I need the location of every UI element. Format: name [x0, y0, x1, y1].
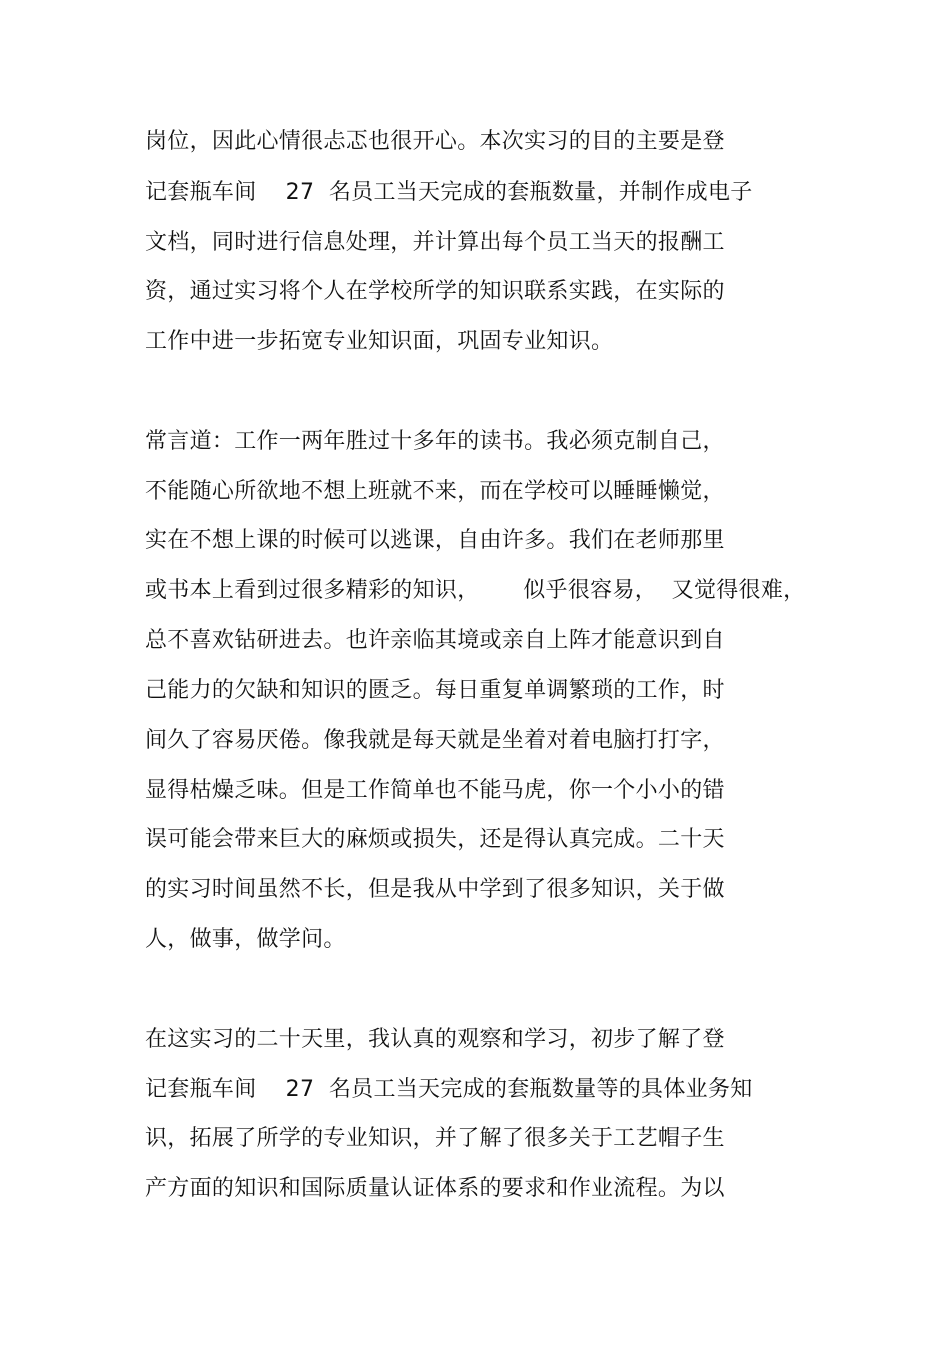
text-line: 己能力的欠缺和知识的匮乏。每日重复单调繁琐的工作，时: [145, 678, 725, 703]
text-line: 总不喜欢钻研进去。也许亲临其境或亲自上阵才能意识到自: [145, 628, 725, 653]
text-line: 识，拓展了所学的专业知识，并了解了很多关于工艺帽子生: [145, 1126, 725, 1151]
text-line: 间久了容易厌倦。像我就是每天就是坐着对着电脑打打字，: [145, 728, 725, 753]
text-line: 工作中进一步拓宽专业知识面，巩固专业知识。: [145, 329, 614, 354]
text-line: 显得枯燥乏味。但是工作简单也不能马虎，你一个小小的错: [145, 778, 725, 803]
text-line: 记套瓶车间 27 名员工当天完成的套瓶数量，并制作成电子: [145, 180, 753, 205]
text-line: 记套瓶车间 27 名员工当天完成的套瓶数量等的具体业务知: [145, 1077, 753, 1102]
text-line: 常言道：工作一两年胜过十多年的读书。我必须克制自己，: [145, 429, 725, 454]
text-line: 在这实习的二十天里，我认真的观察和学习，初步了解了登: [145, 1027, 725, 1052]
text-line: 人，做事，做学问。: [145, 927, 346, 952]
text-line: 或书本上看到过很多精彩的知识， 似乎很容易， 又觉得很难，: [145, 578, 806, 603]
text-line: 产方面的知识和国际质量认证体系的要求和作业流程。为以: [145, 1176, 725, 1201]
text-line: 不能随心所欲地不想上班就不来，而在学校可以睡睡懒觉，: [145, 479, 725, 504]
text-line: 岗位，因此心情很忐忑也很开心。本次实习的目的主要是登: [145, 129, 725, 154]
text-line: 资，通过实习将个人在学校所学的知识联系实践，在实际的: [145, 279, 725, 304]
text-line: 文档，同时进行信息处理，并计算出每个员工当天的报酬工: [145, 230, 725, 255]
text-line: 的实习时间虽然不长，但是我从中学到了很多知识，关于做: [145, 877, 725, 902]
text-line: 实在不想上课的时候可以逃课，自由许多。我们在老师那里: [145, 528, 725, 553]
text-line: 误可能会带来巨大的麻烦或损失，还是得认真完成。二十天: [145, 827, 725, 852]
